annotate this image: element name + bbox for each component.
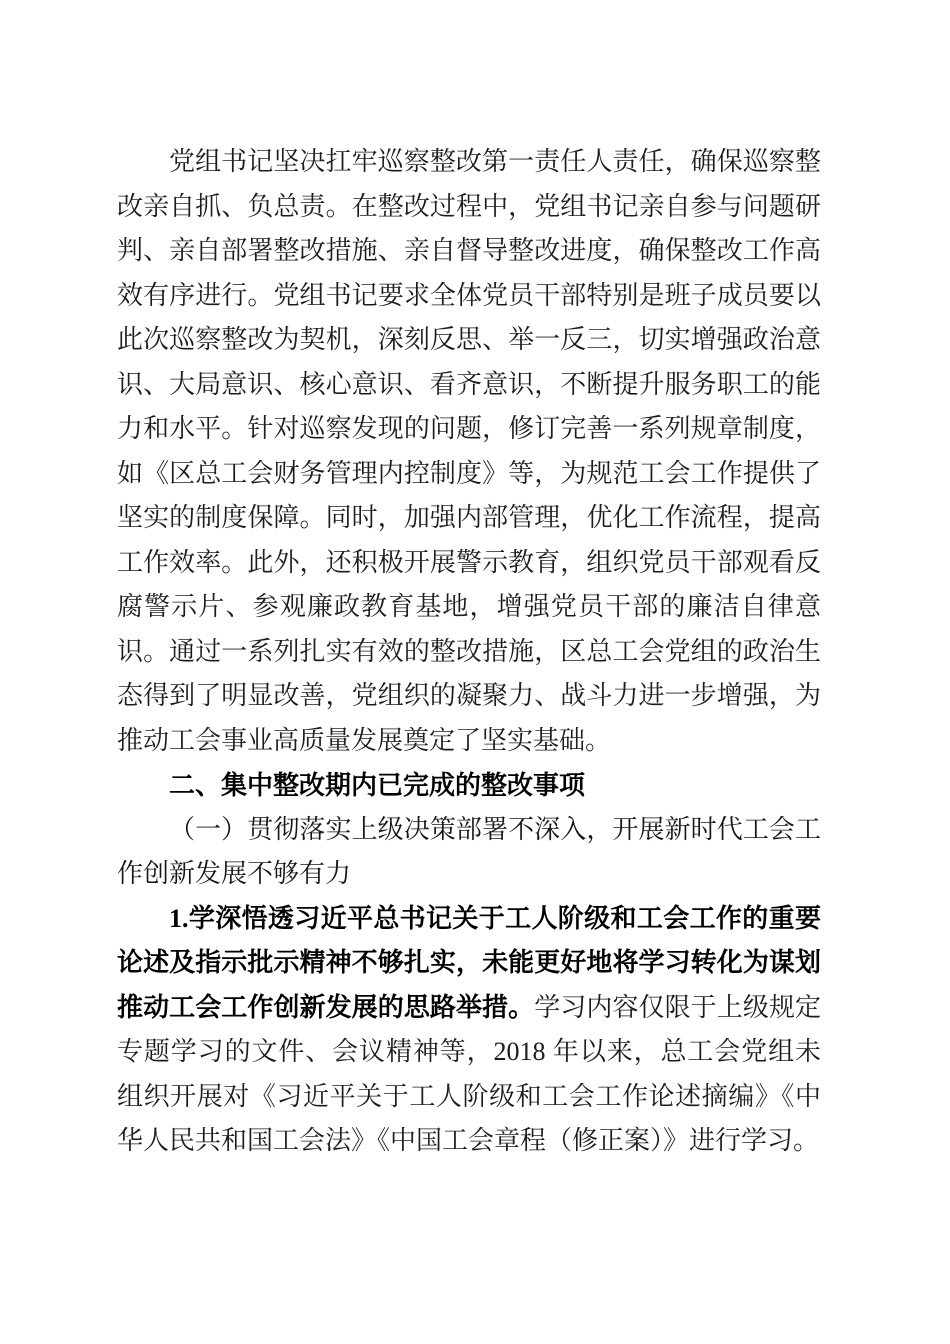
subsection-heading-item-one: （一）贯彻落实上级决策部署不深入，开展新时代工会工作创新发展不够有力	[117, 814, 821, 888]
paragraph-item-1	[117, 897, 821, 1164]
item-1-bold-lead: 1.学深悟透习近平总书记关于工人阶级和工会工作的重要论述及指示批示精神不够扎实，未能更好地将学习转化为谋划推动工会工作创新发展的思路举措。	[117, 903, 821, 1022]
paragraph-leadership-rectification: 党组书记坚决扛牢巡察整改第一责任人责任，确保巡察整改亲自抓、负总责。在整改过程中，党组书记亲自参与问题研判、亲自部署整改措施、亲自督导整改进度，确保整改工作高效有序进行。党组书记要求全体党员干部特别是班子成员要以此次巡察整改为契机，深刻反思、举一反三，切实增强政治意识、大局意识、核心意识、看齐意识，不断提升服务职工的能力和水平。针对巡察发现的问题，修订完善一系列规章制度，如《区总工会财务管理内控制度》等，为规范工会工作提供了坚实的制度保障。同时，加强内部管理，优化工作流程，提高工作效率。此外，还积极开展警示教育，组织党员干部观看反腐警示片、参观廉政教育基地，增强党员干部的廉洁自律意识。通过一系列扎实有效的整改措施，区总工会党组的政治生态得到了明显改善，党组织的凝聚力、战斗力进一步增强，为推动工会事业高质量发展奠定了坚实基础。	[117, 147, 821, 755]
document-content	[117, 140, 821, 1164]
section-heading-completed-rectification-items: 二、集中整改期内已完成的整改事项	[169, 770, 586, 800]
item-1-body: 学习内容仅限于上级规定专题学习的文件、会议精神等，2018 年以来，总工会党组未组织开展对《习近平关于工人阶级和工会工作论述摘编》《中华人民共和国工会法》《中国工会章程（修正案）》进行学习。	[117, 992, 821, 1155]
